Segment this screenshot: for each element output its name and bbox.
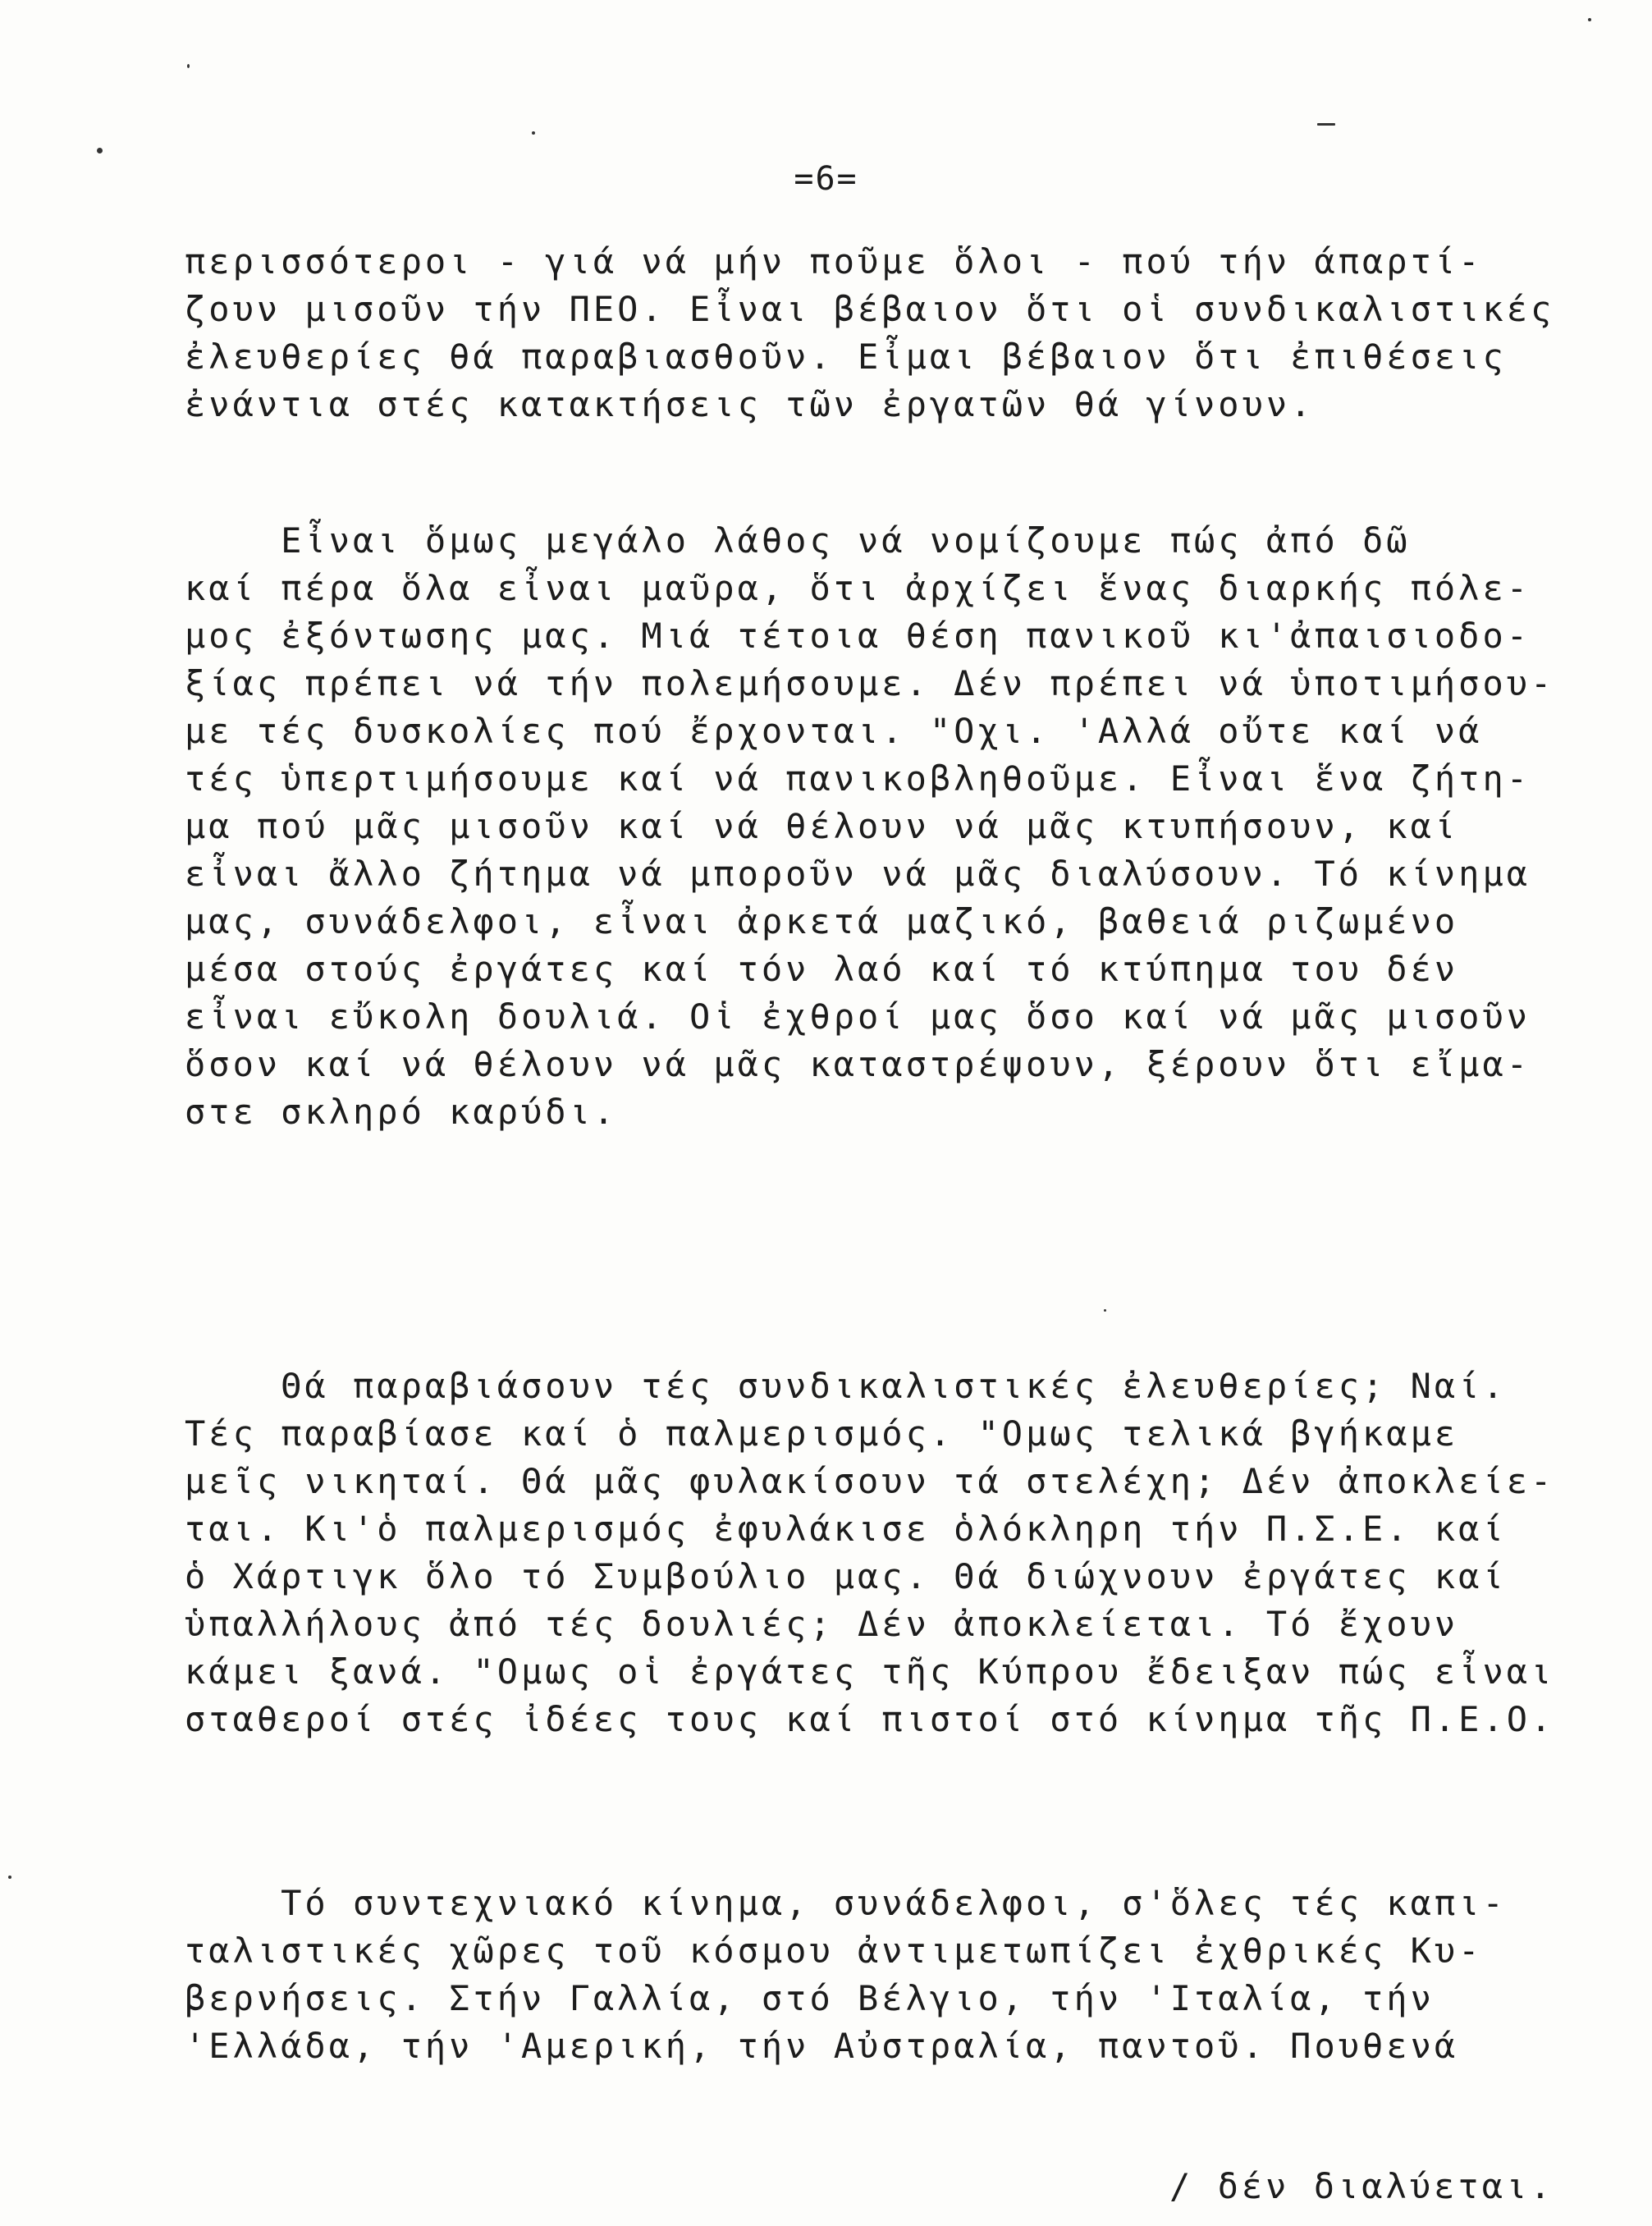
scan-speck [1588,18,1591,21]
text-line: τές ὑπερτιμήσουμε καί νά πανικοβληθοῦμε. Εἶναι ἕνα ζήτη- [185,758,1531,799]
text-line: 'Ελλάδα, τήν 'Αμερική, τήν Αὐστραλία, παντοῦ. Πουθενά [185,2026,1459,2066]
text-line: καί πέρα ὅλα εἶναι μαῦρα, ὅτι ἀρχίζει ἕνας διαρκής πόλε- [185,568,1531,608]
paragraph-1 [185,238,1629,428]
paragraph-3 [185,1363,1629,1743]
scan-speck [1317,123,1335,126]
text-line: εἶναι ἄλλο ζήτημα νά μποροῦν νά μᾶς διαλύσουν. Τό κίνημα [185,854,1531,894]
text-line: στε σκληρό καρύδι. [185,1092,618,1132]
page-number: =6= [794,160,858,198]
text-line: ταλιστικές χῶρες τοῦ κόσμου ἀντιμετωπίζει ἐχθρικές Κυ- [185,1931,1483,1971]
text-line: ὁ Χάρτιγκ ὅλο τό Συμβούλιο μας. Θά διώχνουν ἐργάτες καί [185,1556,1507,1596]
text-line: ξίας πρέπει νά τήν πολεμήσουμε. Δέν πρέπει νά ὑποτιμήσου- [185,663,1555,703]
text-line: ὑπαλλήλους ἀπό τές δουλιές; Δέν ἀποκλείεται. Τό ἔχουν [185,1604,1459,1644]
text-line: ται. Κι'ὁ παλμερισμός ἐφυλάκισε ὁλόκληρη τήν Π.Σ.Ε. καί [185,1509,1507,1549]
text-line: Θά παραβιάσουν τές συνδικαλιστικές ἐλευθερίες; Ναί. [185,1366,1507,1406]
text-line: βερνήσεις. Στήν Γαλλία, στό Βέλγιο, τήν 'Ιταλία, τήν [185,1978,1435,2018]
text-line: περισσότεροι - γιά νά μήν ποῦμε ὅλοι - πού τήν άπαρτί- [185,241,1483,282]
text-line: μέσα στούς ἐργάτες καί τόν λαό καί τό κτύπημα του δέν [185,949,1459,989]
scan-speck [187,64,190,68]
text-line: ὅσον καί νά θέλουν νά μᾶς καταστρέψουν, ξέρουν ὅτι εἴμα- [185,1044,1531,1084]
text-line: κάμει ξανά. "Ομως οἱ ἐργάτες τῆς Κύπρου ἔδειξαν πώς εἶναι [185,1651,1555,1692]
text-line: μεῖς νικηταί. Θά μᾶς φυλακίσουν τά στελέχη; Δέν ἀποκλείε- [185,1461,1555,1501]
paragraph-2 [185,517,1629,1136]
text-line: ἐνάντια στές κατακτήσεις τῶν ἐργατῶν θά γίνουν. [185,384,1315,424]
scan-speck [532,131,535,135]
text-line: ἐλευθερίες θά παραβιασθοῦν. Εἶμαι βέβαιον ὅτι ἐπιθέσεις [185,337,1507,377]
text-line: εἶναι εὔκολη δουλιά. Οἱ ἐχθροί μας ὅσο καί νά μᾶς μισοῦν [185,996,1531,1037]
text-line: Τές παραβίασε καί ὁ παλμερισμός. "Ομως τελικά βγήκαμε [185,1413,1459,1454]
text-line: μα πού μᾶς μισοῦν καί νά θέλουν νά μᾶς κτυπήσουν, καί [185,806,1459,846]
scan-speck [1104,1309,1106,1312]
scan-speck [8,1876,11,1879]
text-line: με τές δυσκολίες πού ἔρχονται. "Οχι. 'Αλλά οὔτε καί νά [185,711,1483,751]
text-line: ζουν μισοῦν τήν ΠΕΟ. Εἶναι βέβαιον ὅτι οἱ συνδικαλιστικές [185,289,1555,329]
scan-speck [97,148,103,153]
continuation-line: / δέν διαλύεται. [1169,2166,1554,2206]
text-line: Εἶναι ὅμως μεγάλο λάθος νά νομίζουμε πώς ἀπό δῶ [185,520,1411,561]
text-line: μος ἐξόντωσης μας. Μιά τέτοια θέση πανικοῦ κι'ἀπαισιοδο- [185,616,1531,656]
text-line: μας, συνάδελφοι, εἶναι ἀρκετά μαζικό, βαθειά ριζωμένο [185,901,1459,941]
text-line: Τό συντεχνιακό κίνημα, συνάδελφοι, σ'ὅλες τές καπι- [185,1883,1507,1923]
paragraph-4 [185,1880,1629,2070]
text-line: σταθεροί στές ἰδέες τους καί πιστοί στό κίνημα τῆς Π.Ε.Ο. [185,1699,1555,1739]
